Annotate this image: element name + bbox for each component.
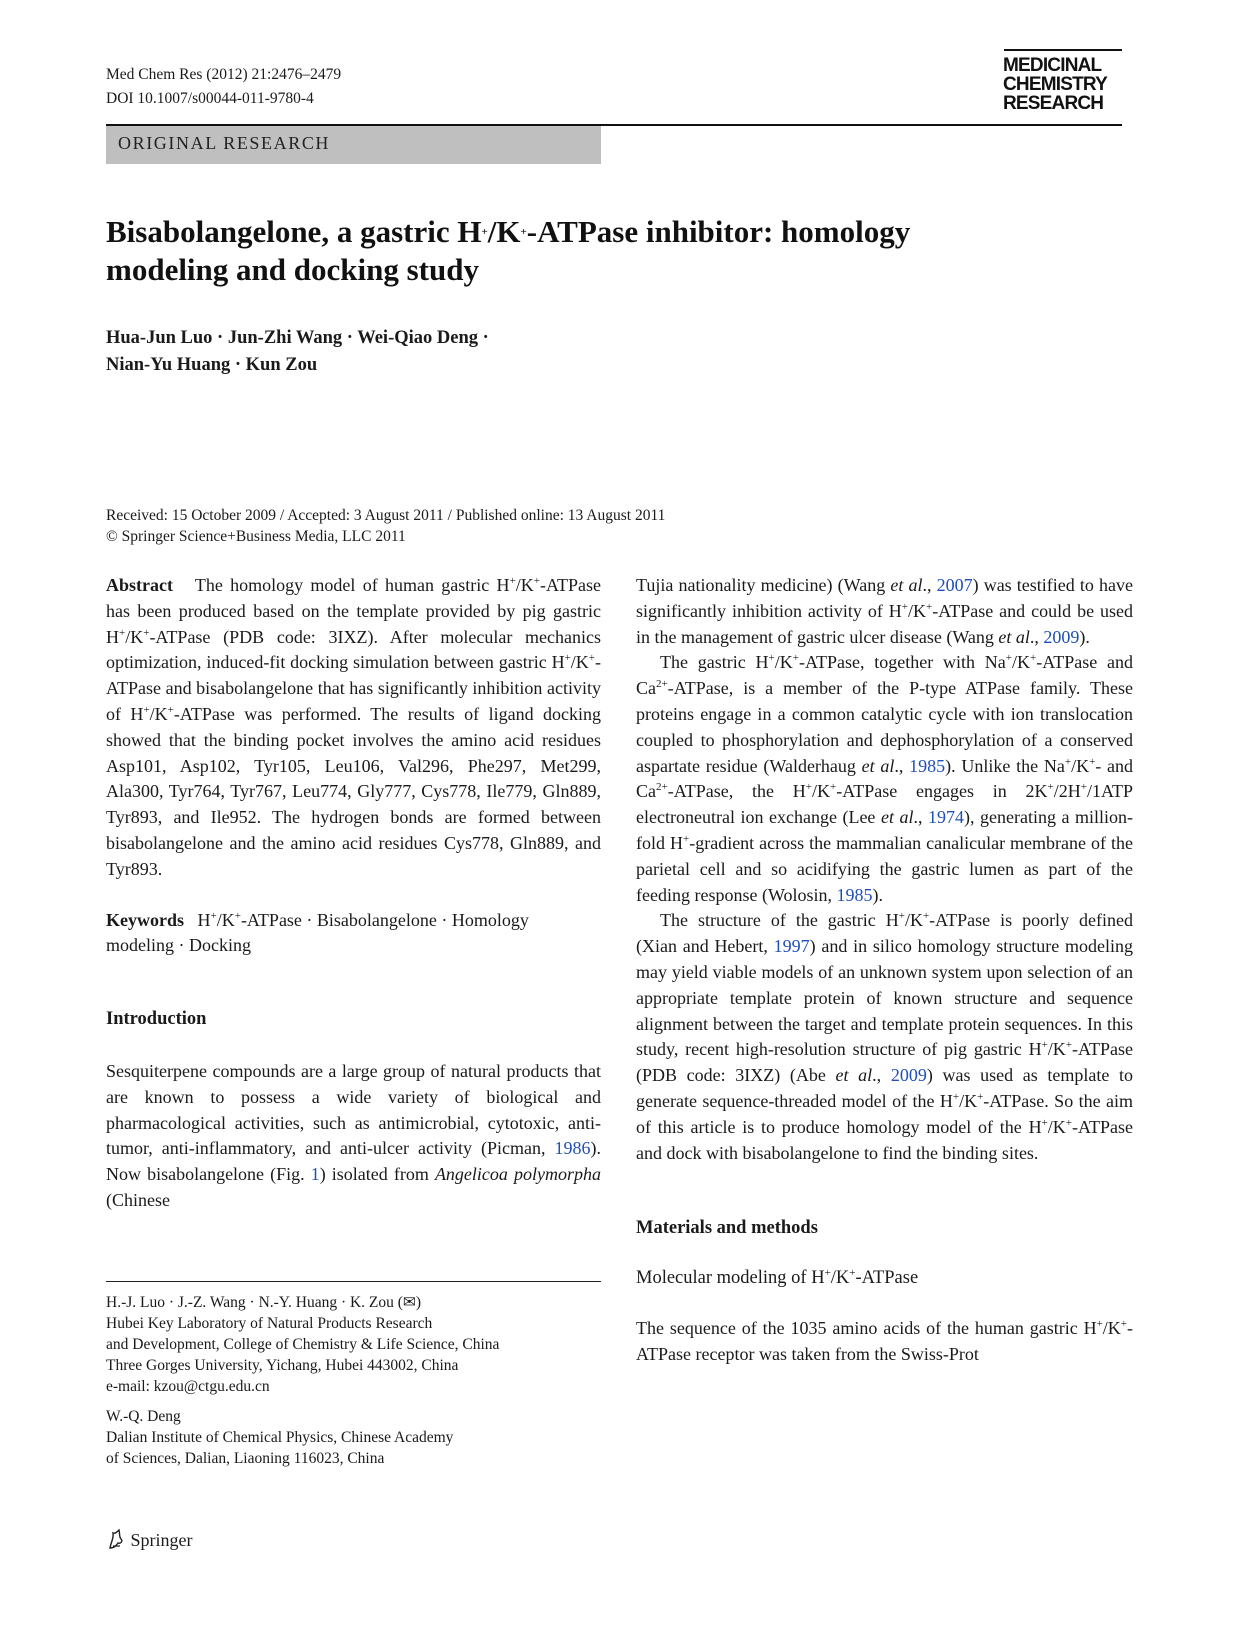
copyright-line: © Springer Science+Business Media, LLC 2011 — [106, 528, 406, 545]
affiliations — [106, 1292, 601, 1469]
abstract-label: Abstract — [106, 575, 173, 595]
publication-dates — [106, 505, 1106, 547]
logo-line-3: RESEARCH — [1003, 93, 1104, 114]
logo-line-1: MEDICINAL — [1003, 55, 1102, 76]
springer-brand: Springer — [130, 1530, 193, 1550]
ref-picman-1986[interactable]: 1986 — [554, 1138, 591, 1159]
author-list — [106, 325, 806, 379]
affiliation-email: e-mail: kzou@ctgu.edu.cn — [106, 1378, 270, 1395]
affiliation-author-deng: W.-Q. Deng — [106, 1408, 181, 1425]
springer-horse-icon — [106, 1528, 126, 1550]
gastric-atpase-paragraph: The gastric H+/K+-ATPase, together with Na+/K+-ATPase and $Ca^{2+}$-ATPase, is a member of the P-type ATPase family. These proteins engage in a common catalytic cycle with ion translocation coupled to phosphorylation and dephosphorylation of a conserved aspartate residue (Walderhaug et al., 1985). Unlike the Na+/K+- and $Ca^{2+}$-ATPase, the H+/K+-ATPase engages in 2K+/2H+/1ATP electroneutral ion exchange (Lee et al., 1974), generating a million-fold H+-gradient across the mammalian canalicular membrane of the parietal cell and so acidifying the gastric lumen as part of the feeding response (Wolosin, 1985). — [636, 652, 1134, 905]
ref-abe-2009[interactable]: 2009 — [890, 1065, 927, 1086]
affiliation-line: Hubei Key Laboratory of Natural Products Research — [106, 1315, 433, 1332]
structure-paragraph: The structure of the gastric H+/K+-ATPase is poorly defined (Xian and Hebert, 1997) and in silico homology structure modeling may yield viable models of an unknown system upon selection of an appropriate template protein of known structure and sequence alignment between the target and template protein sequences. In this study, recent high-resolution structure of pig gastric H+/K+-ATPase (PDB code: 3IXZ) (Abe et al., 2009) was used as template to generate sequence-threaded model of the H+/K+-ATPase. So the aim of this article is to produce homology model of the H+/K+-ATPase and dock with bisabolangelone to find the binding sites. — [636, 910, 1134, 1163]
right-column — [636, 573, 1133, 1368]
author-line-1: Hua-Jun Luo · Jun-Zhi Wang · Wei-Qiao Deng · — [106, 328, 489, 348]
sequence-paragraph: The sequence of the 1035 amino acids of the human gastric H+/K+-ATPase receptor was taken from the Swiss-Prot — [636, 1317, 1133, 1364]
author-line-2: Nian-Yu Huang · Kun Zou — [106, 355, 318, 375]
journal-line: Med Chem Res (2012) 21:2476–2479 — [106, 66, 342, 83]
ref-walderhaug-1985[interactable]: 1985 — [909, 755, 946, 776]
intro-continued-paragraph: Tujia nationality medicine) (Wang et al., 2007) was testified to have significantly inhibition activity of H+/K+-ATPase and could be used in the management of gastric ulcer disease (Wang et al., 2009). — [636, 575, 1134, 647]
abstract: Abstract The homology model of human gastric H+/K+-ATPase has been produced based on the template provided by pig gastric H+/K+-ATPase (PDB code: 3IXZ). After molecular mechanics optimization, induced-fit docking simulation between gastric H+/K+-ATPase and bisabolangelone that has significantly inhibition activity of H+/K+-ATPase was performed. The results of ligand docking showed that the binding pocket involves the amino acid residues Asp101, Asp102, Tyr105, Leu106, Val296, Phe297, Met299, Ala300, Tyr764, Tyr767, Leu774, Gly777, Cys778, Ile779, Gln889, Tyr893, and Ile952. The hydrogen bonds are formed between bisabolangelone and the amino acid residues Cys778, Gln889, and Tyr893. — [106, 575, 601, 879]
left-column — [106, 573, 601, 1214]
introduction-heading: Introduction — [106, 1009, 207, 1030]
ref-figure-1[interactable]: 1 — [310, 1164, 320, 1185]
ref-xian-1997[interactable]: 1997 — [773, 936, 810, 957]
publisher-footer — [106, 1528, 193, 1551]
ref-wang-2009[interactable]: 2009 — [1043, 626, 1080, 647]
keywords: Keywords H+/K+-ATPase · Bisabolangelone · Homology modeling · Docking — [106, 909, 529, 956]
affiliation-line: of Sciences, Dalian, Liaoning 116023, China — [106, 1450, 385, 1467]
journal-citation — [106, 63, 341, 111]
article-title: Bisabolangelone, a gastric H+/K+-ATPase inhibitor: homology modeling and docking study — [106, 214, 911, 287]
affiliation-line: and Development, College of Chemistry & Life Science, China — [106, 1336, 500, 1353]
section-label: ORIGINAL RESEARCH — [118, 133, 331, 153]
ref-wolosin-1985[interactable]: 1985 — [836, 884, 873, 905]
materials-methods-heading: Materials and methods — [636, 1218, 818, 1239]
affiliation-authors: H.-J. Luo · J.-Z. Wang · N.-Y. Huang · K. Zou (✉) — [106, 1294, 422, 1311]
molecular-modeling-subheading: Molecular modeling of H+/K+-ATPase — [636, 1267, 919, 1289]
ref-wang-2007[interactable]: 2007 — [936, 575, 973, 595]
ref-lee-1974[interactable]: 1974 — [928, 807, 964, 828]
introduction-paragraph: Sesquiterpene compounds are a large group of natural products that are known to possess a wide variety of biological and pharmacological activities, such as antimicrobial, cytotoxic, anti-tumor, anti-inflammatory, and anti-ulcer activity (Picman, 1986). Now bisabolangelone (Fig. 1) isolated from Angelicoa polymorpha (Chinese — [106, 1060, 601, 1210]
journal-logo — [1003, 56, 1121, 113]
keywords-label: Keywords — [106, 909, 184, 930]
affiliation-line: Three Gorges University, Yichang, Hubei 443002, China — [106, 1357, 459, 1374]
logo-rule — [1004, 49, 1122, 51]
dates-line: Received: 15 October 2009 / Accepted: 3 August 2011 / Published online: 13 August 2011 — [106, 507, 666, 524]
affiliation-line: Dalian Institute of Chemical Physics, Chinese Academy — [106, 1429, 454, 1446]
logo-line-2: CHEMISTRY — [1003, 74, 1107, 95]
doi-line: DOI 10.1007/s00044-011-9780-4 — [106, 90, 314, 107]
footnote-rule — [106, 1281, 601, 1282]
